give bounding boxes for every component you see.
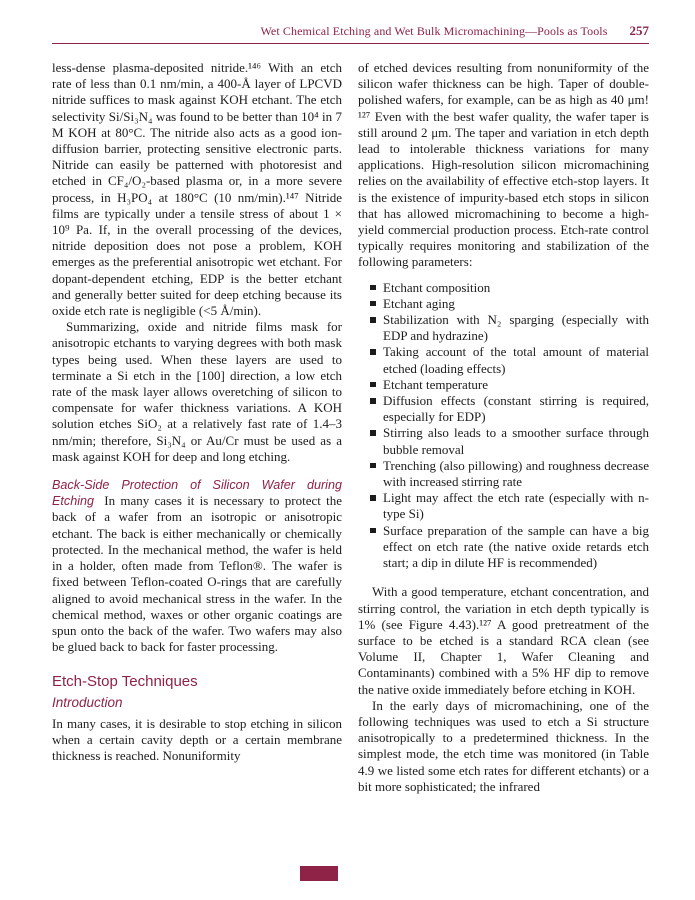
bullet-text: Etchant temperature — [383, 376, 489, 392]
bullet-item — [370, 312, 649, 344]
subsection-heading: Introduction — [52, 694, 123, 710]
bullet-item — [370, 393, 649, 425]
paragraph: of etched devices resulting from nonuniformity of the silicon wafer thickness can be high. Taper of double-polished wafers, for example, can be as high as 40 μm!¹²⁷ Even with the best wafer quality, the wafer taper is still around 2 μm. The taper and variation in etch depth lead to intolerable thickness variations for many applications. High-resolution silicon micromachining relies on the availability of effective etch-stop layers. It is the existence of impurity-based etch stops in silicon that has allowed micromachining to become a high-yield commercial production process. Etch-rate control typically requires monitoring and stabilization of the following parameters: — [358, 60, 649, 270]
bullet-item — [370, 523, 649, 572]
square-bullet-icon — [370, 430, 376, 436]
left-column — [52, 60, 342, 764]
chapter-tab — [300, 866, 338, 881]
square-bullet-icon — [370, 382, 376, 388]
bullet-text: Light may affect the etch rate (especially with n-type Si) — [383, 490, 649, 522]
header-rule — [52, 43, 649, 44]
paragraph: In the early days of micromachining, one of the following techniques was used to etch a Si structure anisotropically to a predetermined thickness. In the simplest mode, the etch time was monitored (in Table 4.9 we listed some etch rates for different etchants) or a bit more sophisticated; the infrared — [358, 697, 649, 794]
paragraph-text: In many cases it is necessary to protect the back of a wafer from an isotropic or anisotropic etchant. The back is either mechanically or chemically protected. In the mechanical method, the wafer is held in a holder, often made from Teflon®. The wafer is fixed between Teflon-coated O-rings that are carefully aligned to avoid mechanical stress in the wafer. In the chemical method, waxes or other organic coatings are spun onto the back of the wafer. Two wafers may also be glued back to back for faster processing. — [52, 493, 342, 655]
bullet-item — [370, 280, 649, 296]
bullet-text: Diffusion effects (constant stirring is required, especially for EDP) — [383, 393, 649, 425]
bullet-text: Taking account of the total amount of material etched (loading effects) — [383, 344, 649, 376]
bullet-text: Stirring also leads to a smoother surface through bubble removal — [383, 425, 649, 457]
square-bullet-icon — [370, 398, 376, 404]
bullet-item — [370, 344, 649, 376]
paragraph-with-runin-heading — [52, 477, 342, 655]
square-bullet-icon — [370, 528, 376, 534]
bullet-item — [370, 458, 649, 490]
square-bullet-icon — [370, 495, 376, 501]
running-head — [52, 24, 649, 38]
runin-heading: Back-Side Protection of Silicon Wafer during Etching — [52, 478, 342, 509]
bullet-text: Etchant composition — [383, 279, 491, 295]
section-heading: Etch-Stop Techniques — [52, 673, 198, 691]
bullet-text: Surface preparation of the sample can have a big effect on etch rate (the native oxide retards etch start; a dip in dilute HF is recommended) — [383, 522, 649, 571]
bullet-item — [370, 490, 649, 522]
bullet-item — [370, 377, 649, 393]
paragraph: In many cases, it is desirable to stop etching in silicon when a certain cavity depth or a certain membrane thickness is reached. Nonuniformity — [52, 715, 342, 764]
bullet-text: Etchant aging — [383, 295, 455, 311]
paragraph: With a good temperature, etchant concentration, and stirring control, the variation in etch depth typically is 1% (see Figure 4.43).¹²⁷ A good pretreatment of the surface to be etched is a standard RCA clean (see Volume II, Chapter 1, Wafer Cleaning and Contaminants) combined with a 5% HF dip to remove the native oxide immediately before etching in KOH. — [358, 584, 649, 697]
bullet-text: Trenching (also pillowing) and roughness decrease with increased stirring rate — [383, 457, 649, 490]
running-head-title: Wet Chemical Etching and Wet Bulk Micromachining—Pools as Tools — [260, 24, 608, 38]
square-bullet-icon — [370, 285, 376, 291]
square-bullet-icon — [370, 301, 376, 307]
paragraph: Summarizing, oxide and nitride films mask for anisotropic etchants to varying degrees with both mask types being used. When these layers are used to terminate a Si etch in the [100] direction, a low etch rate of the mask layer allows overetching of silicon to compensate for wafer thickness variations. A KOH solution etches SiO₂ at a relatively fast rate of 1.4–3 nm/min; therefore, Si₃N₄ or Au/Cr must be used as a mask against KOH for deep and long etching. — [52, 319, 342, 464]
square-bullet-icon — [370, 349, 376, 355]
bullet-text: Stabilization with N₂ sparging (especially with EDP and hydrazine) — [383, 312, 649, 344]
square-bullet-icon — [370, 463, 376, 469]
page-number: 257 — [629, 23, 649, 38]
paragraph: less-dense plasma-deposited nitride.¹⁴⁶ With an etch rate of less than 0.1 nm/min, a 400-Å layer of LPCVD nitride suffices to mask against KOH etchant. The etch selectivity Si/Si₃N₄ was found to be better than 10⁴ in 7 M KOH at 80°C. The nitride also acts as a good ion-diffusion barrier, protecting sensitive electronic parts. Nitride can easily be patterned with photoresist and etched in CF₄/O₂-based plasma or, in a more severe process, in H₃PO₄ at 180°C (10 nm/min).¹⁴⁷ Nitride films are typically under a tensile stress of about 1 × 10⁹ Pa. If, in the overall processing of the devices, nitride deposition does not pose a problem, KOH emerges as the preferential anisotropic wet etchant. For dopant-dependent etching, EDP is the better etchant and generally better suited for deep etching because its oxide etch rate is negligible (<5 Å/min). — [52, 60, 342, 319]
bullet-list — [370, 280, 649, 572]
bullet-item — [370, 425, 649, 457]
bullet-item — [370, 296, 649, 312]
square-bullet-icon — [370, 317, 376, 323]
right-column — [358, 60, 649, 795]
